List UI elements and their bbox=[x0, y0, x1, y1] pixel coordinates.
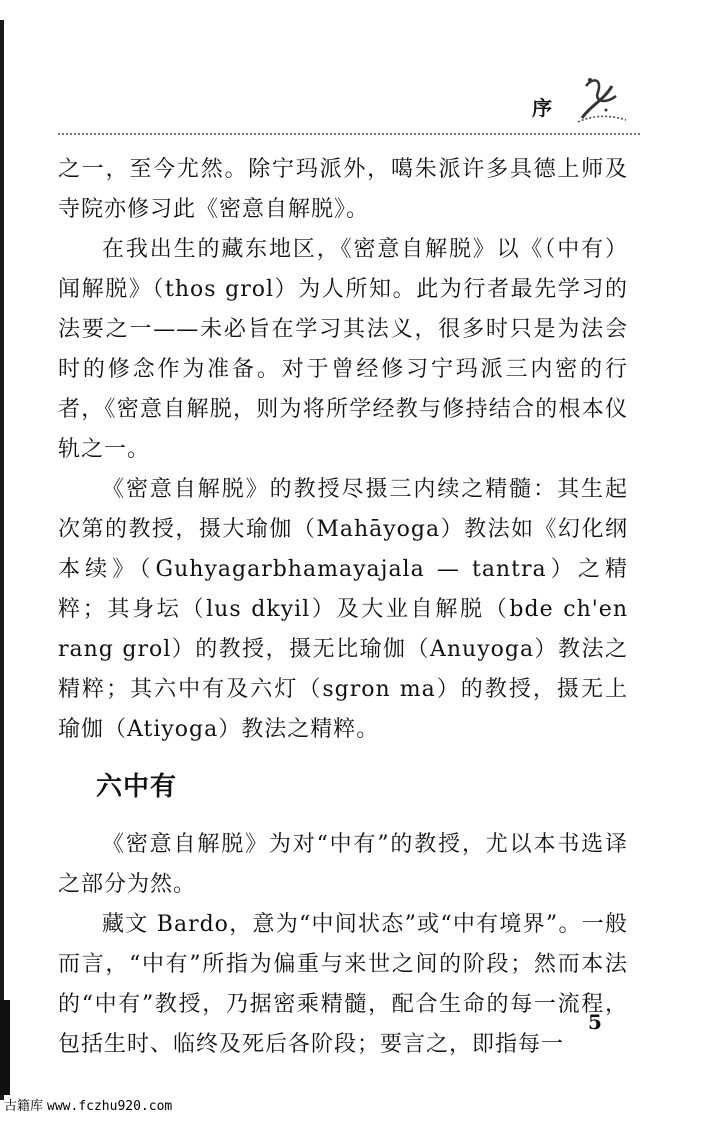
paragraph: 藏文 Bardo，意为“中间状态”或“中有境界”。一般而言，“中有”所指为偏重与来世之间的阶段；然而本法的“中有”教授，乃据密乘精髓，配合生命的每一流程，包括生时、临终及死后各阶段；要言之，即指每一 bbox=[58, 912, 628, 1057]
paragraph: 《密意自解脱》为对“中有”的教授，尤以本书选译之部分为然。 bbox=[58, 832, 628, 897]
paragraph: 《密意自解脱》的教授尽摄三内续之精髓：其生起次第的教授，摄大瑜伽（Mahāyoga）教法如《幻化纲本续》（Guhyagarbhamayajala — tantra）之精粹；其身坛（lus dkyil）及大业自解脱（bde ch'en rang grol）的教授，摄无比瑜伽（Anuyoga）教法之精粹；其六中有及六灯（sgron ma）的教授，摄无上瑜伽（Atiyoga）教法之精粹。 bbox=[58, 477, 628, 742]
page-text bbox=[58, 150, 628, 1065]
section-heading: 六中有 bbox=[96, 772, 178, 802]
paragraph: 之一，至今尤然。除宁玛派外，噶朱派许多具德上师及寺院亦修习此《密意自解脱》。 bbox=[58, 157, 628, 222]
paragraph: 在我出生的藏东地区，《密意自解脱》以《（中有）闻解脱》（thos grol）为人所知。此为行者最先学习的法要之一——未必旨在学习其法义，很多时只是为法会时的修念作为准备。对于曾经修习宁玛派三内密的行者，《密意自解脱，则为将所学经教与修持结合的根本仪轨之一。 bbox=[58, 237, 628, 462]
page-edge-shadow bbox=[0, 1000, 10, 1095]
section-title: 序 bbox=[532, 96, 552, 120]
page-edge-bar bbox=[0, 20, 4, 1100]
header-divider bbox=[58, 133, 640, 135]
page-number: 5 bbox=[588, 1010, 602, 1034]
footer-site-link[interactable]: www.fczhu920.com bbox=[47, 1099, 173, 1114]
header-ornament-icon bbox=[560, 66, 630, 126]
footer-label: 古籍库 bbox=[4, 1099, 44, 1114]
footer-watermark bbox=[4, 1095, 172, 1114]
